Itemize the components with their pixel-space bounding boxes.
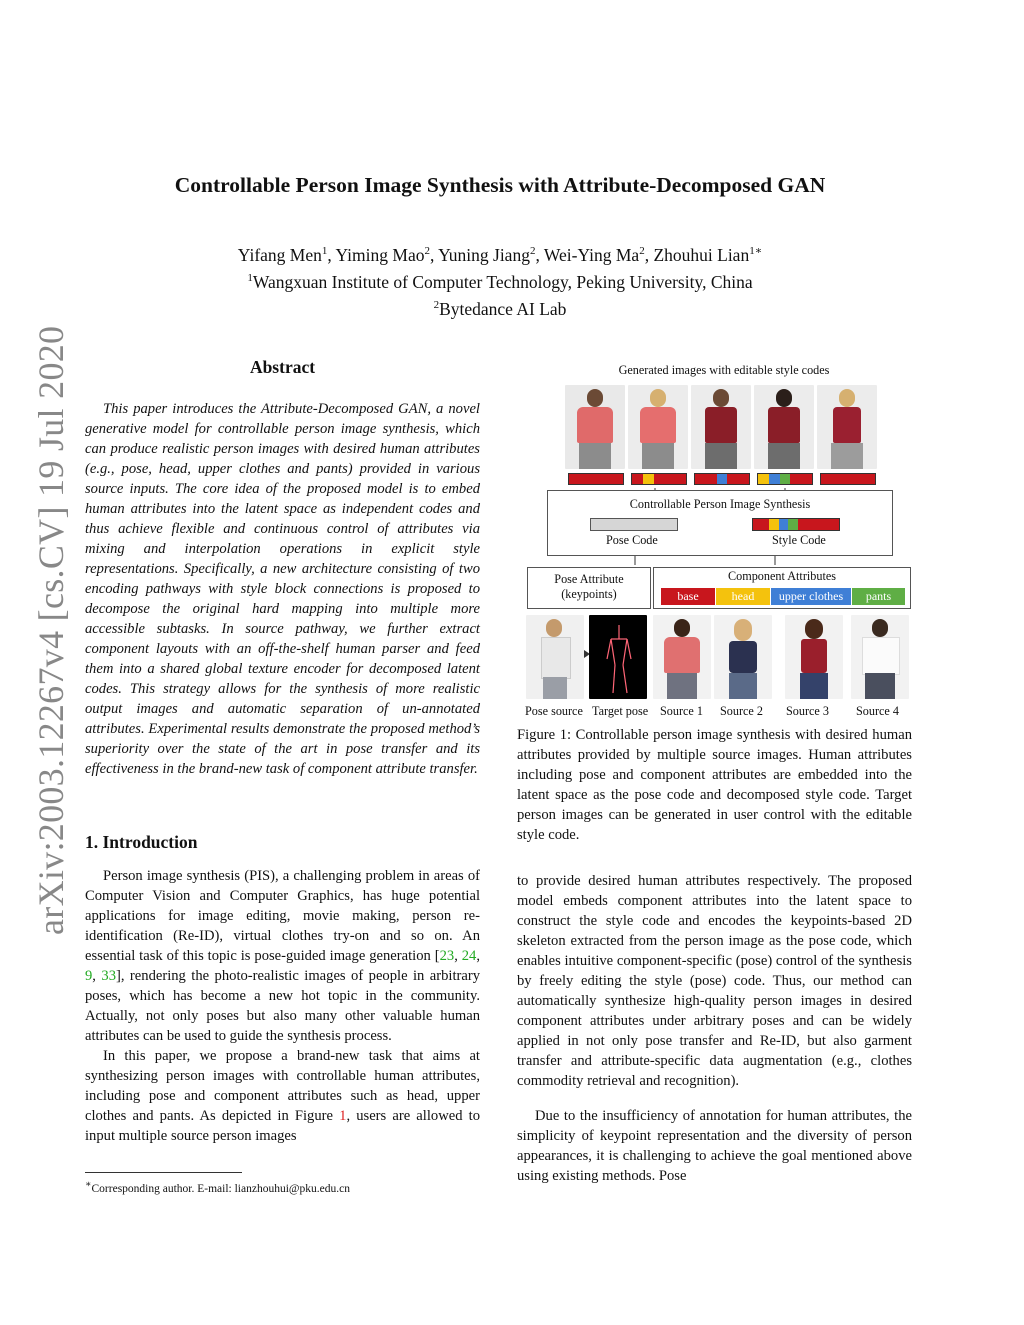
attr-base-tag: base [661, 588, 715, 605]
author-name: Yuning Jiang [438, 244, 530, 265]
source-image-4 [851, 615, 909, 699]
label-source-4: Source 4 [856, 704, 899, 718]
separator: , [454, 948, 462, 964]
base-segment [753, 519, 769, 530]
author-list: Yifang Men$^1$, Yiming Mao$^2$, Yuning Jiang$^2$, Wei-Ying Ma$^2$, Zhouhui Lian$^{1∗}$ [237, 244, 763, 265]
paper-title: Controllable Person Image Synthesis with Attribute-Decomposed GAN [174, 173, 826, 197]
author-name: Wei-Ying Ma [543, 244, 640, 265]
arxiv-side-label: arXiv:2003.12267v4 [cs.CV] 19 Jul 2020 [31, 325, 71, 935]
affiliation-1 [0, 267, 1000, 294]
skeleton-icon [589, 615, 647, 699]
citation-link[interactable]: 24 [461, 948, 477, 964]
pants-segment [788, 519, 797, 530]
pose-source-image [526, 615, 584, 699]
footnote-rule [85, 1172, 242, 1173]
affiliation-2 [0, 294, 1000, 321]
paragraph-text: In this paper, we propose a brand-new task that aims at synthesizing person images with controllable human attributes, including pose and component attributes such as head, upper clothes and pants. As depicted in Figure [85, 1048, 480, 1124]
intro-paragraph-4: Due to the insufficiency of annotation for human attributes, the simplicity of keypoint representation and the diversity of person appearances, it is challenging to achieve the goal mentioned above using existing methods. Pose [517, 1108, 912, 1184]
label-source-1: Source 1 [660, 704, 703, 718]
pose-attribute-label: Pose Attribute [554, 572, 624, 586]
attr-head-tag: head [716, 588, 770, 605]
section-heading-introduction: 1. Introduction [85, 832, 198, 852]
intro-left-column [85, 866, 480, 1146]
label-target-pose: Target pose [592, 704, 649, 718]
abstract-heading: Abstract [249, 357, 316, 377]
author-block [0, 240, 1000, 320]
separator: , [476, 948, 480, 964]
label-source-2: Source 2 [720, 704, 763, 718]
figure-top-label: Generated images with editable style codes [618, 363, 830, 377]
base-segment [798, 519, 839, 530]
head-segment [769, 519, 778, 530]
author-name: Yifang Men [237, 244, 322, 265]
intro-paragraph-2 [85, 1046, 480, 1146]
source-image-2 [714, 615, 772, 699]
caption-text: Figure 1: Controllable person image synthesis with desired human attributes provided by multiple source images. Human attributes including pose and component attributes are embedded into the latent space as the pose code and decomposed style code. Target person images can be generated in user control with the editable style code. [517, 727, 912, 843]
author-affil-mark: 2 [424, 245, 430, 257]
component-attributes-box [653, 567, 911, 609]
affil-text: Wangxuan Institute of Computer Technology, Peking University, China [252, 271, 753, 292]
source-image-3 [785, 615, 843, 699]
target-pose-image [589, 615, 647, 699]
author-name: Yiming Mao [335, 244, 425, 265]
label-source-3: Source 3 [786, 704, 829, 718]
affil-mark: 2 [433, 298, 440, 311]
separator: , [92, 968, 102, 984]
pose-code-bar [590, 518, 678, 531]
upper-segment [779, 519, 788, 530]
paragraph-text: , users are allowed to input multiple source person images [85, 1108, 480, 1144]
footnote [85, 1179, 350, 1195]
footnote-text: Corresponding author. E-mail: lianzhouhui@pku.edu.cn [91, 1182, 350, 1195]
footnote-mark: ∗ [85, 1179, 92, 1190]
label-pose-source: Pose source [525, 704, 583, 718]
paragraph-text: ], rendering the photo-realistic images of people in arbitrary poses, which has become a new hot topic in the community. Actually, not only poses but also many other valuable human attributes can be used to guide the synthesis process. [85, 968, 481, 1044]
author-affil-mark: 1 [321, 245, 328, 257]
intro-paragraph-1 [85, 866, 480, 1046]
paragraph-text: Person image synthesis (PIS), a challenging problem in areas of Computer Vision and Computer Graphics, has huge potential applications for image editing, movie making, person re-identification (Re-ID), virtual clothes try-on and so on. An essential task of this topic is pose-guided image generation [ [85, 868, 480, 964]
attr-pants-tag: pants [852, 588, 905, 605]
pose-attribute-sublabel: (keypoints) [561, 587, 617, 601]
abstract-text: This paper introduces the Attribute-Decomposed GAN, a novel generative model for controllable person image synthesis, which can produce realistic person images with desired human attributes (e.g., pose, head, upper clothes and pants) provided in various source inputs. The core idea of the proposed model is to embed human attributes into the latent space as independent codes and thus achieve flexible and continuous control of attributes via mixing and interpolation operations in explicit style representations. Specifically, a new architecture consisting of two encoding pathways with style block connections is proposed to decompose the original hard mapping into multiple more accessible subtasks. In source pathway, we further extract component layouts with an off-the-shelf human parser and feed them into a shared global texture encoder for decomposed latent codes. This strategy allows for the synthesis of more realistic output images and automatic separation of un-annotated attributes. Experimental results demonstrate the proposed method’s superiority over the state of the art in pose transfer and its effectiveness in the brand-new task of component attribute transfer. [85, 401, 480, 777]
abstract-body [85, 399, 480, 779]
citation-link[interactable]: 9 [85, 968, 93, 984]
citation-link[interactable]: 23 [439, 948, 455, 964]
attr-upper-clothes-tag: upper clothes [771, 588, 851, 605]
author-name: Zhouhui Lian [653, 244, 750, 265]
intro-right-column [517, 871, 912, 1186]
model-box-title: Controllable Person Image Synthesis [629, 497, 811, 511]
figure-reference-link[interactable]: 1 [339, 1108, 347, 1124]
source-image-1 [653, 615, 711, 699]
figure-1-caption [517, 725, 912, 845]
style-code-bar-main [752, 518, 840, 531]
style-code-label: Style Code [772, 533, 826, 547]
intro-paragraph-3: to provide desired human attributes respectively. The proposed model embeds component attributes into the latent space to construct the style code and encodes the keypoints-based 2D skeleton extracted from the person image as the pose code, which enables intuitive component-specific (pose) control of the synthesis by freely editing the style (pose) code. Thus, our method can automatically synthesize high-quality person images in desired component attributes under arbitrary poses and can be widely applied in not only pose transfer and Re-ID, but also garment transfer and attribute-specific data augmentation (e.g., clothes commodity retrieval and recognition). [517, 873, 912, 1089]
affil-mark: 1 [247, 271, 253, 284]
pose-attribute-box [527, 567, 651, 609]
author-affil-mark: 2 [639, 245, 645, 257]
author-affil-mark: 1∗ [749, 245, 763, 257]
figure-1 [515, 355, 915, 725]
component-attributes-label: Component Attributes [728, 569, 836, 583]
citation-link[interactable]: 33 [101, 968, 116, 984]
author-affil-mark: 2 [529, 245, 536, 257]
pose-code-label: Pose Code [606, 533, 658, 547]
affil-text: Bytedance AI Lab [439, 298, 567, 319]
synthesis-model-box [547, 490, 893, 556]
